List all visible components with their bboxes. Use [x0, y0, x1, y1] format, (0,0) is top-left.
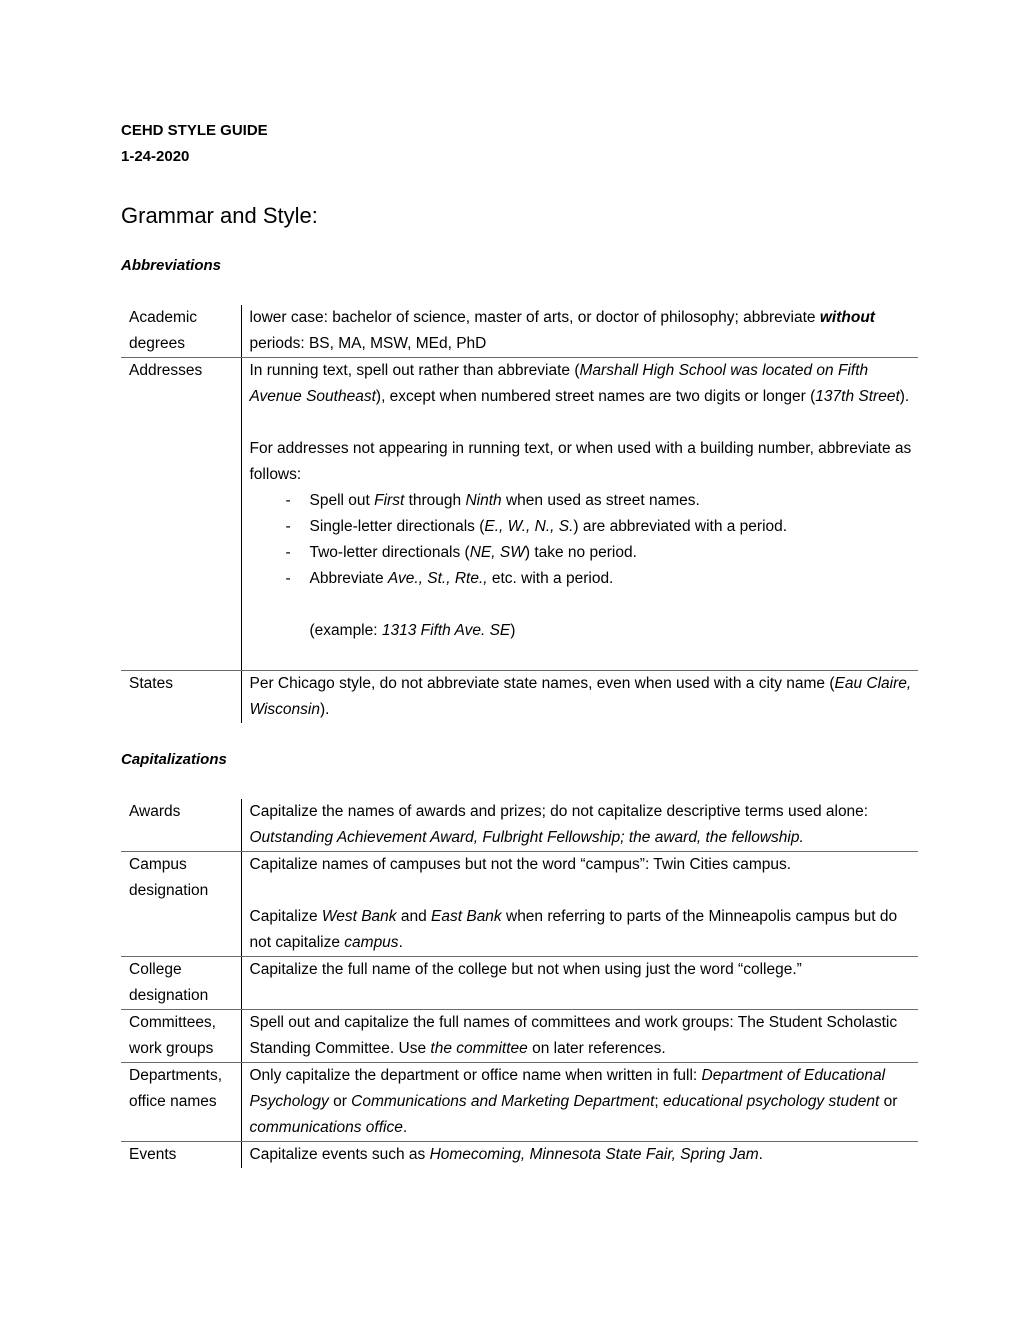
list-item: - Two-letter directionals (NE, SW) take no period.	[286, 540, 915, 566]
table-row	[121, 957, 918, 1010]
term-cell: Awards	[121, 799, 241, 852]
address-rules-list	[250, 488, 915, 592]
table-row	[121, 671, 918, 724]
table-row	[121, 799, 918, 852]
table-row	[121, 305, 918, 358]
definition-cell: Per Chicago style, do not abbreviate state names, even when used with a city name (Eau Claire, Wisconsin).	[249, 675, 912, 718]
table-row	[121, 358, 918, 671]
table-row	[121, 1142, 918, 1169]
doc-title: CEHD STYLE GUIDE	[121, 122, 268, 139]
table-row	[121, 1010, 918, 1063]
definition-cell: Capitalize names of campuses but not the word “campus”: Twin Cities campus. Capitalize West Bank and East Bank when referring to parts of the Minneapolis campus but do not capitalize campus.	[241, 852, 918, 957]
term-cell: College designation	[121, 957, 241, 1010]
term-cell: Campus designation	[121, 852, 241, 957]
list-item: - Spell out First through Ninth when used as street names.	[286, 488, 915, 514]
list-item: - Abbreviate Ave., St., Rte., etc. with a period.	[286, 566, 915, 592]
term-cell: Events	[121, 1142, 241, 1169]
definition-cell: Only capitalize the department or office name when written in full: Department of Educational Psychology or Communications and Marketing Department; educational psychology student or communications office.	[241, 1063, 918, 1142]
capitalizations-table	[121, 799, 918, 1168]
definition-cell: lower case: bachelor of science, master of arts, or doctor of philosophy; abbreviate without periods: BS, MA, MSW, MEd, PhD	[241, 305, 918, 358]
section-abbreviations-title: Abbreviations	[121, 257, 222, 274]
abbreviations-table	[121, 305, 918, 723]
term-cell: States	[121, 671, 241, 724]
term-cell: Addresses	[121, 358, 241, 671]
address-example: (example: 1313 Fifth Ave. SE)	[309, 622, 516, 639]
definition-cell: Spell out and capitalize the full names of committees and work groups: The Student Scholastic Standing Committee. Use the committee on later references.	[241, 1010, 918, 1063]
definition-cell: In running text, spell out rather than abbreviate (Marshall High School was located on Fifth Avenue Southeast), except when numbered street names are two digits or longer (137th Street). For addresses not appearing in running text, or when used with a building number, abbreviate as follows: - Spell out First through Ninth when used as street names. - Single-letter directionals (E., W., N., S.) are abbreviated with a period. - Two-letter directionals (NE, SW) take no period. - Abbreviate Ave., St., Rte., etc. with a period. (example: 1313 Fifth Ave. SE)	[241, 358, 918, 671]
term-cell: Academic degrees	[121, 305, 241, 358]
definition-cell: Capitalize events such as Homecoming, Minnesota State Fair, Spring Jam.	[249, 1146, 763, 1163]
definition-cell: Capitalize the names of awards and prizes; do not capitalize descriptive terms used alone: Outstanding Achievement Award, Fulbright Fellowship; the award, the fellowship.	[241, 799, 918, 852]
term-cell: Committees, work groups	[121, 1010, 241, 1063]
list-item: - Single-letter directionals (E., W., N., S.) are abbreviated with a period.	[286, 514, 915, 540]
doc-date: 1-24-2020	[121, 148, 190, 165]
document-page	[121, 118, 918, 1168]
section-capitalizations-title: Capitalizations	[121, 751, 227, 768]
table-row	[121, 1063, 918, 1142]
term-cell: Departments, office names	[121, 1063, 241, 1142]
definition-cell: Capitalize the full name of the college but not when using just the word “college.”	[241, 957, 918, 1010]
page-heading: Grammar and Style:	[121, 203, 318, 228]
table-row	[121, 852, 918, 957]
